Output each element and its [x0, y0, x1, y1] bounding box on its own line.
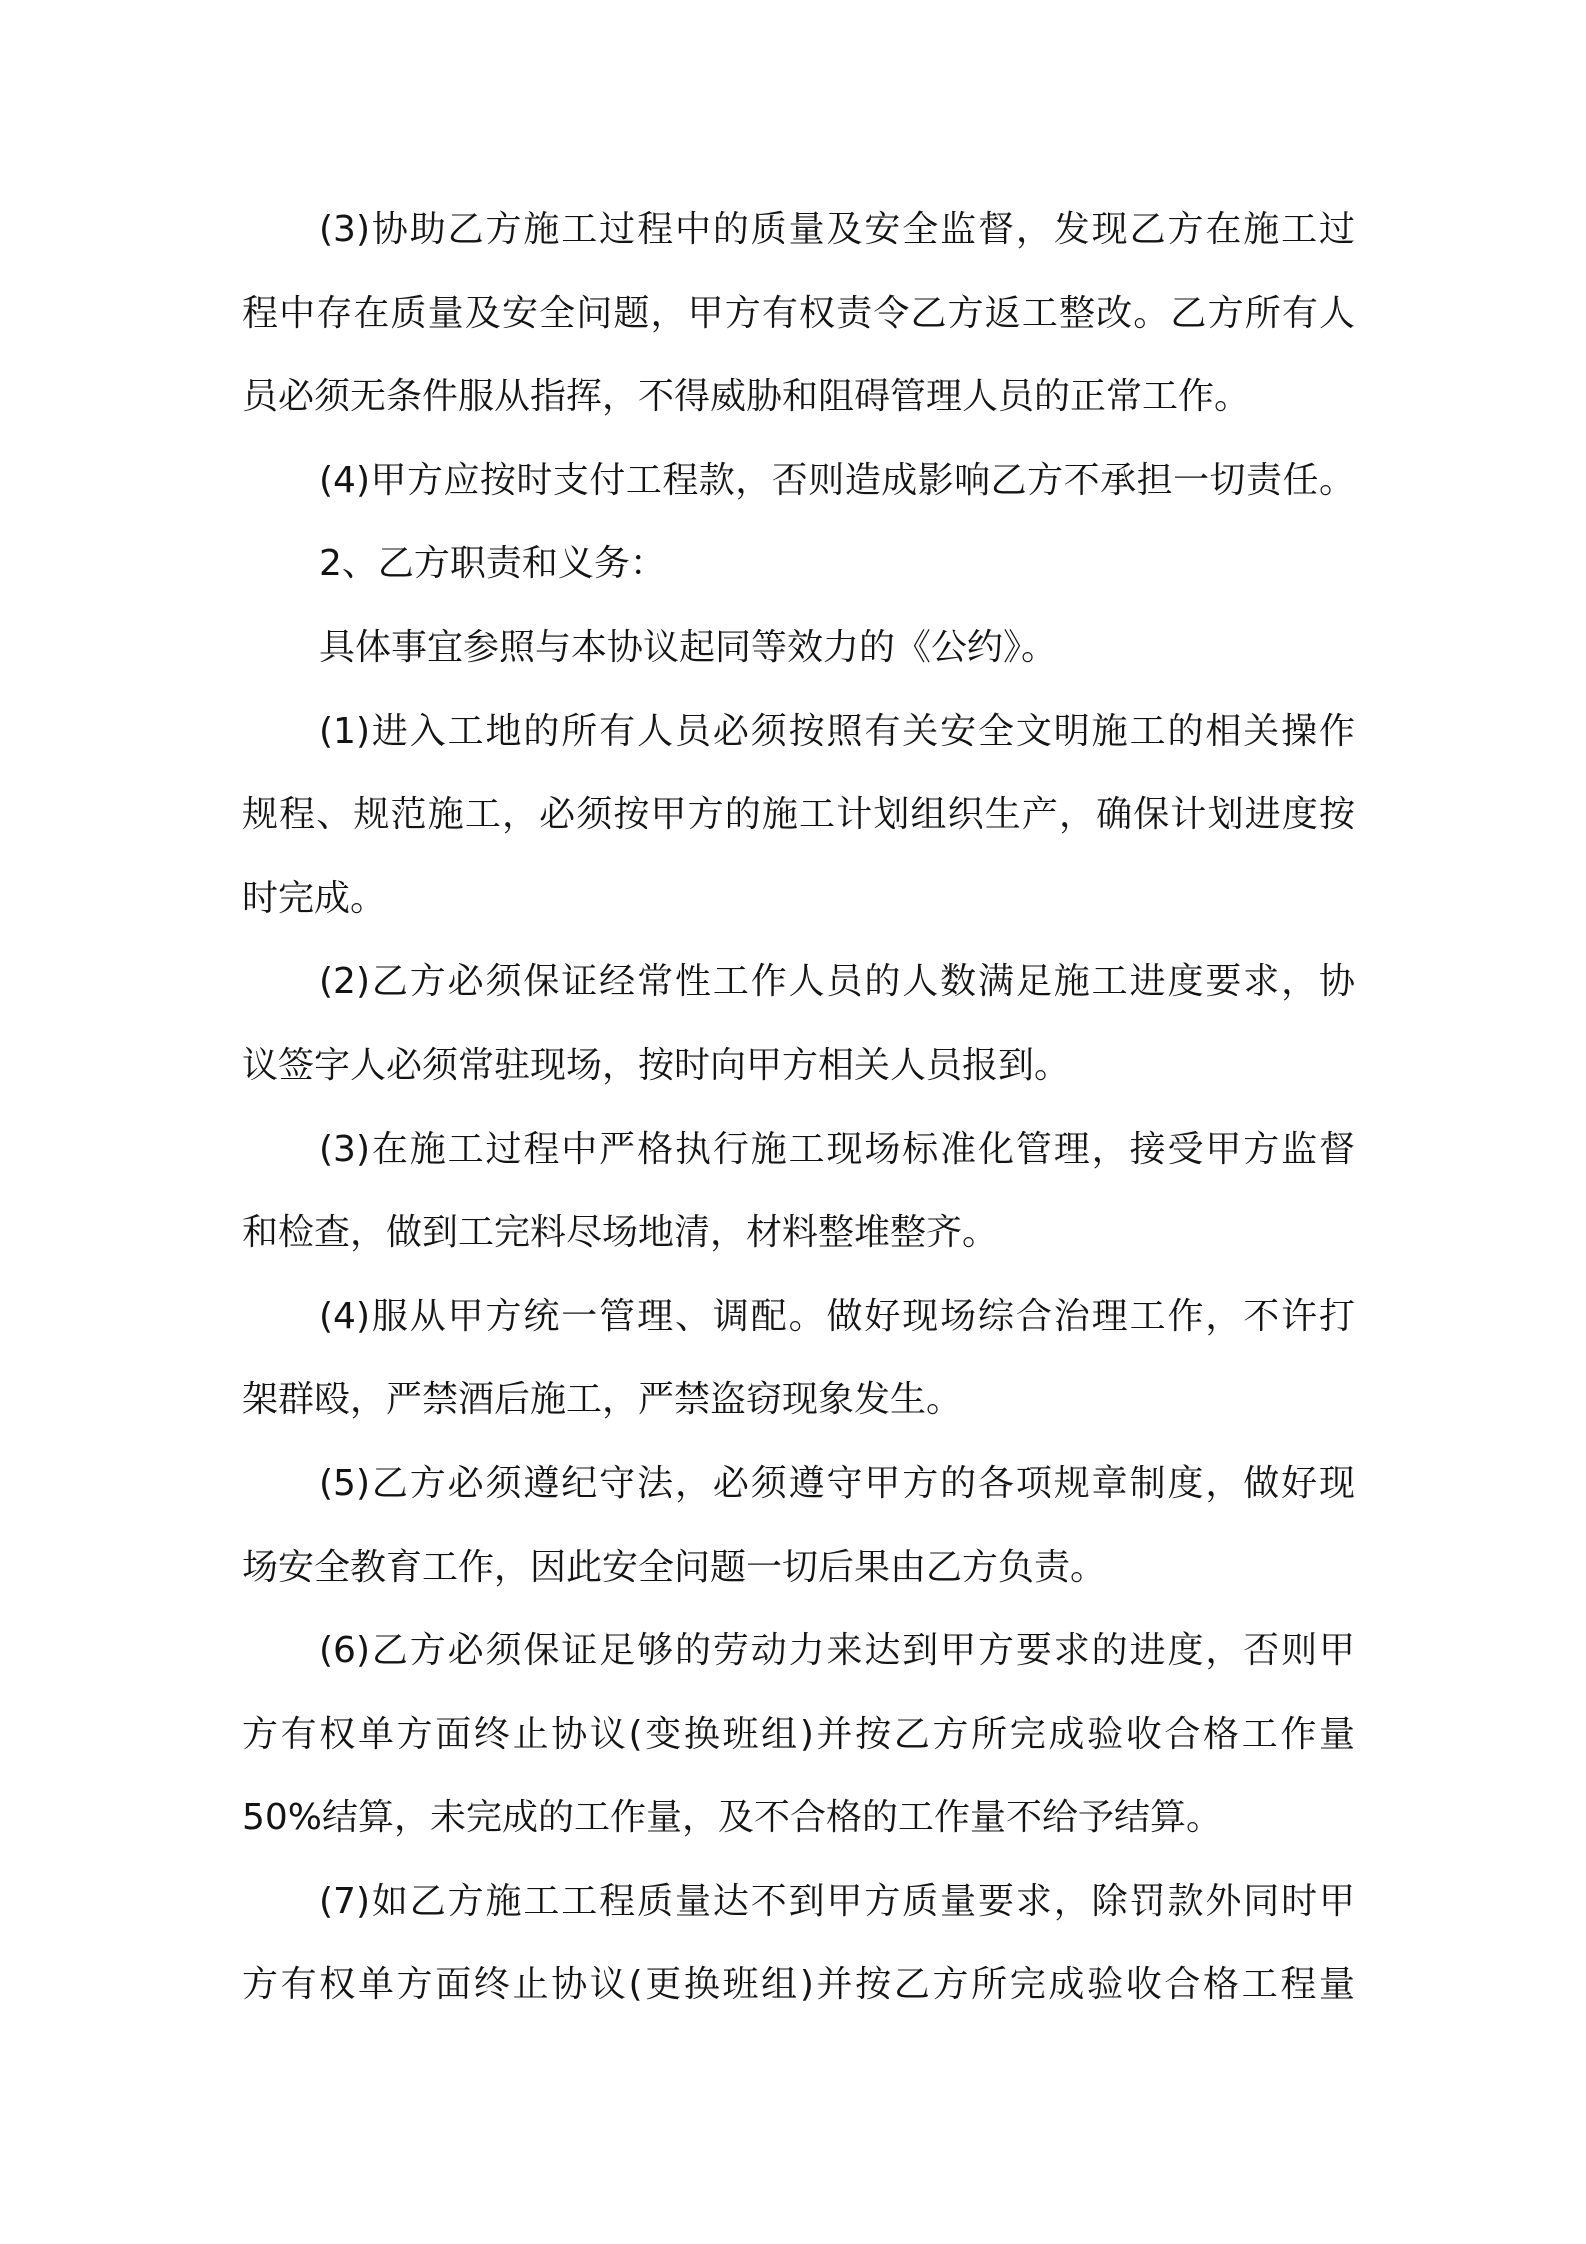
text-line: 议签字人必须常驻现场，按时向甲方相关人员报到。: [242, 1044, 1071, 1086]
clause-b-7-quality: [242, 1860, 1355, 2027]
clause-b-1-safety-rules: [242, 690, 1355, 941]
text-line: 程中存在质量及安全问题，甲方有权责令乙方返工整改。乙方所有人: [242, 292, 1355, 334]
text-line: 时完成。: [242, 877, 387, 919]
text-line: 具体事宜参照与本协议起同等效力的《公约》。: [319, 626, 1058, 668]
clause-b-5-law-compliance: [242, 1442, 1355, 1609]
text-line: (3)在施工过程中严格执行施工现场标准化管理，接受甲方监督: [319, 1128, 1355, 1170]
clause-b-4-obedience: [242, 1275, 1355, 1442]
text-line: (3)协助乙方施工过程中的质量及安全监督，发现乙方在施工过: [319, 209, 1355, 250]
text-line: 架群殴，严禁酒后施工，严禁盗窃现象发生。: [242, 1379, 963, 1421]
text-line: (4)服从甲方统一管理、调配。做好现场综合治理工作，不许打: [319, 1295, 1355, 1337]
document-body: [242, 188, 1355, 2027]
text-line: 员必须无条件服从指挥，不得威胁和阻碍管理人员的正常工作。: [242, 376, 1251, 418]
text-line: 50%结算，未完成的工作量，及不合格的工作量不给予结算。: [242, 1797, 1223, 1839]
text-line: 2、乙方职责和义务：: [319, 543, 666, 585]
text-line: (2)乙方必须保证经常性工作人员的人数满足施工进度要求，协: [319, 961, 1355, 1003]
clause-a-4-payment: [242, 439, 1355, 523]
clause-b-6-labor: [242, 1609, 1355, 1860]
text-line: (6)乙方必须保证足够的劳动力来达到甲方要求的进度，否则甲: [319, 1630, 1355, 1672]
text-line: 方有权单方面终止协议(变换班组)并按乙方所完成验收合格工作量: [242, 1713, 1355, 1755]
text-line: (4)甲方应按时支付工程款，否则造成影响乙方不承担一切责任。: [319, 459, 1355, 501]
text-line: (7)如乙方施工工程质量达不到甲方质量要求，除罚款外同时甲: [319, 1880, 1355, 1922]
text-line: 场安全教育工作，因此安全问题一切后果由乙方负责。: [242, 1546, 1107, 1588]
clause-b-2-staffing: [242, 940, 1355, 1107]
text-line: 方有权单方面终止协议(更换班组)并按乙方所完成验收合格工程量: [242, 1964, 1355, 2006]
text-line: 和检查，做到工完料尽场地清，材料整堆整齐。: [242, 1212, 999, 1254]
clause-b-3-site-management: [242, 1108, 1355, 1275]
text-line: (1)进入工地的所有人员必须按照有关安全文明施工的相关操作: [319, 710, 1355, 752]
section-2-heading: [242, 522, 1355, 606]
section-2-intro: [242, 606, 1355, 690]
text-line: (5)乙方必须遵纪守法，必须遵守甲方的各项规章制度，做好现: [319, 1462, 1355, 1504]
clause-a-3-supervision: [242, 188, 1355, 439]
text-line: 规程、规范施工，必须按甲方的施工计划组织生产，确保计划进度按: [242, 794, 1355, 836]
